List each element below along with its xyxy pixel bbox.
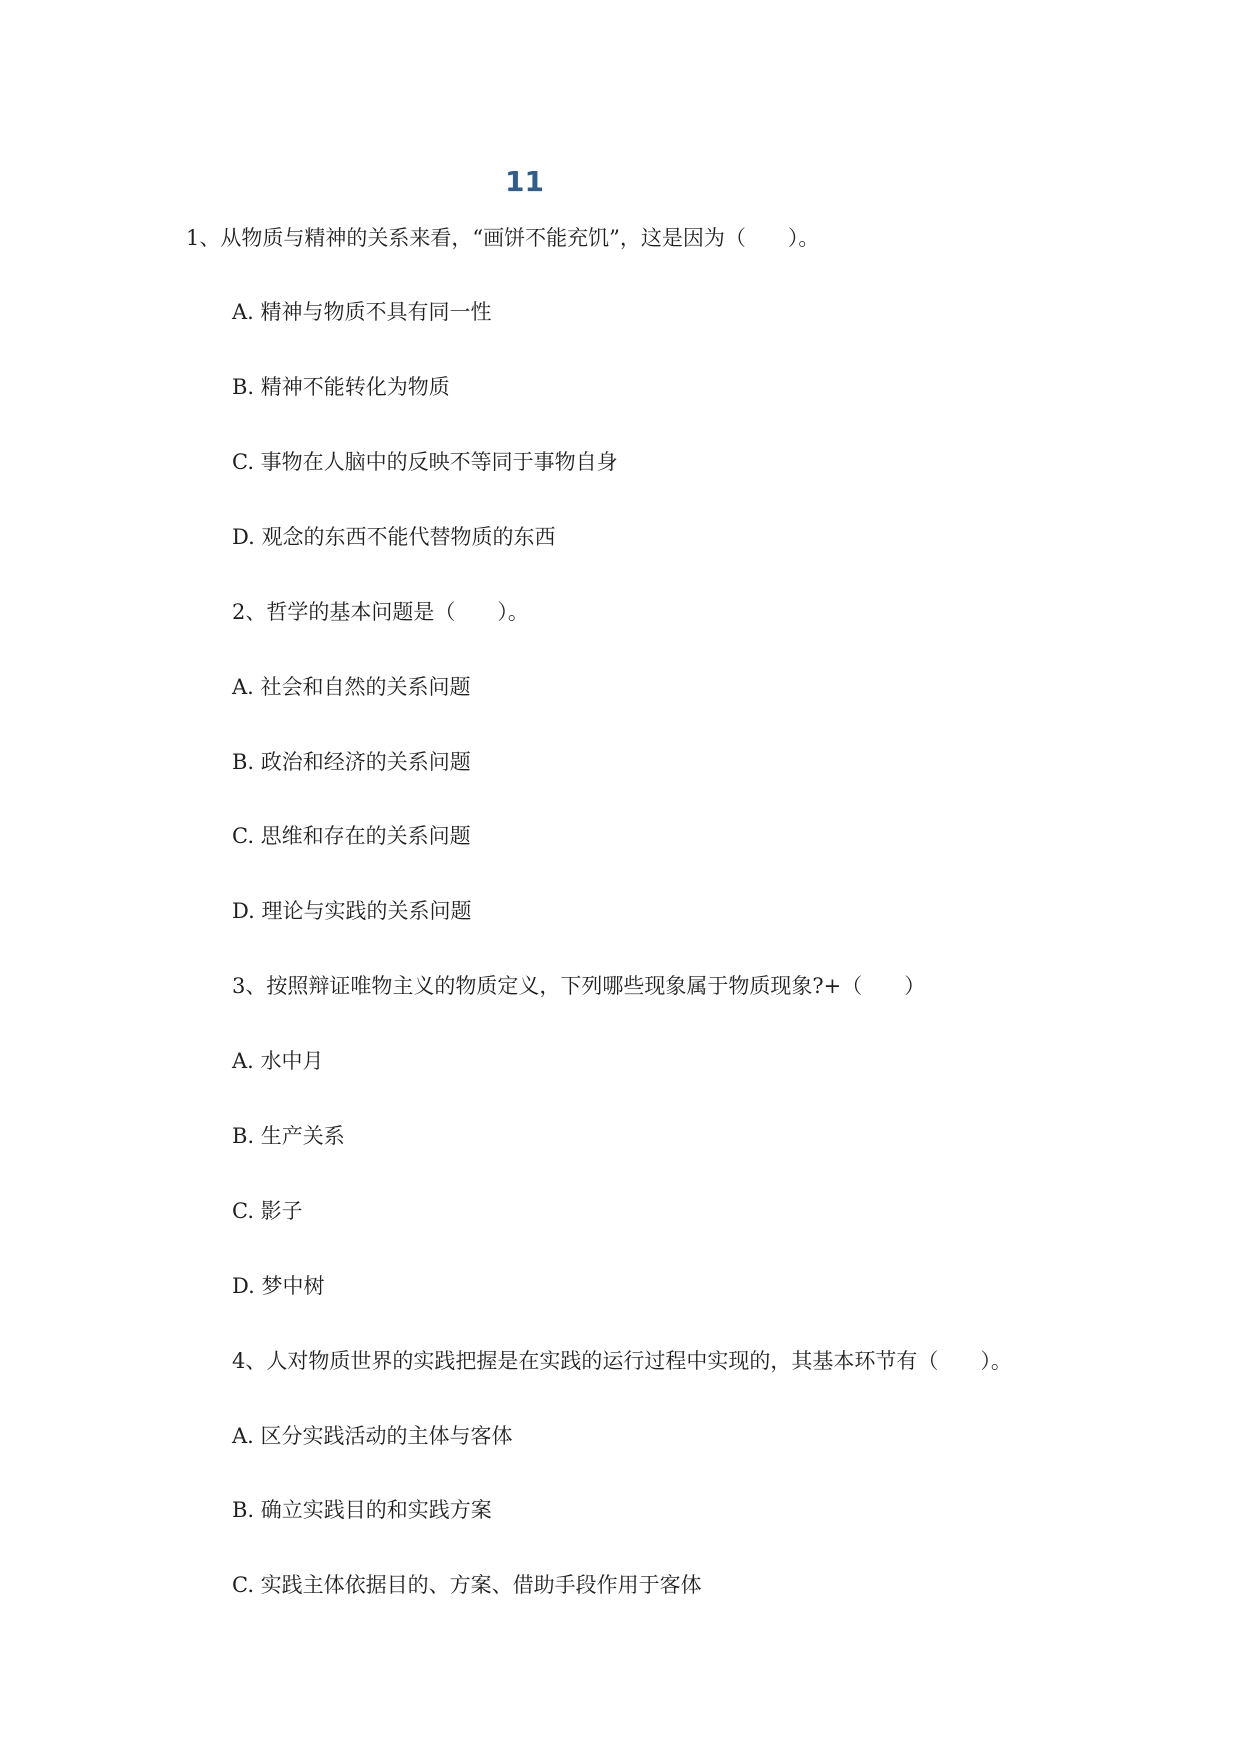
- question-1-option-c: C. 事物在人脑中的反映不等同于事物自身: [232, 450, 618, 474]
- question-4: 4、人对物质世界的实践把握是在实践的运行过程中实现的，其基本环节有（ ）。: [232, 1349, 1012, 1373]
- question-3-option-d: D. 梦中树: [232, 1274, 325, 1298]
- question-4-option-a: A. 区分实践活动的主体与客体: [232, 1424, 513, 1448]
- question-2-option-c: C. 思维和存在的关系问题: [232, 824, 471, 848]
- question-2-option-b: B. 政治和经济的关系问题: [232, 750, 471, 774]
- question-3-option-c: C. 影子: [232, 1199, 303, 1223]
- question-1-option-a: A. 精神与物质不具有同一性: [232, 300, 492, 324]
- question-2: 2、哲学的基本问题是（ ）。: [232, 600, 529, 624]
- question-1-option-d: D. 观念的东西不能代替物质的东西: [232, 525, 556, 549]
- question-1-option-b: B. 精神不能转化为物质: [232, 375, 450, 399]
- page-title: 11: [505, 165, 544, 198]
- question-2-option-a: A. 社会和自然的关系问题: [232, 675, 471, 699]
- question-2-option-d: D. 理论与实践的关系问题: [232, 899, 472, 923]
- question-1: 1、从物质与精神的关系来看，“画饼不能充饥”，这是因为（ ）。: [186, 226, 820, 250]
- question-3: 3、按照辩证唯物主义的物质定义，下列哪些现象属于物质现象?+（ ）: [232, 974, 926, 998]
- question-4-option-c: C. 实践主体依据目的、方案、借助手段作用于客体: [232, 1573, 702, 1597]
- question-4-option-b: B. 确立实践目的和实践方案: [232, 1498, 492, 1522]
- question-3-option-b: B. 生产关系: [232, 1124, 345, 1148]
- question-3-option-a: A. 水中月: [232, 1049, 324, 1073]
